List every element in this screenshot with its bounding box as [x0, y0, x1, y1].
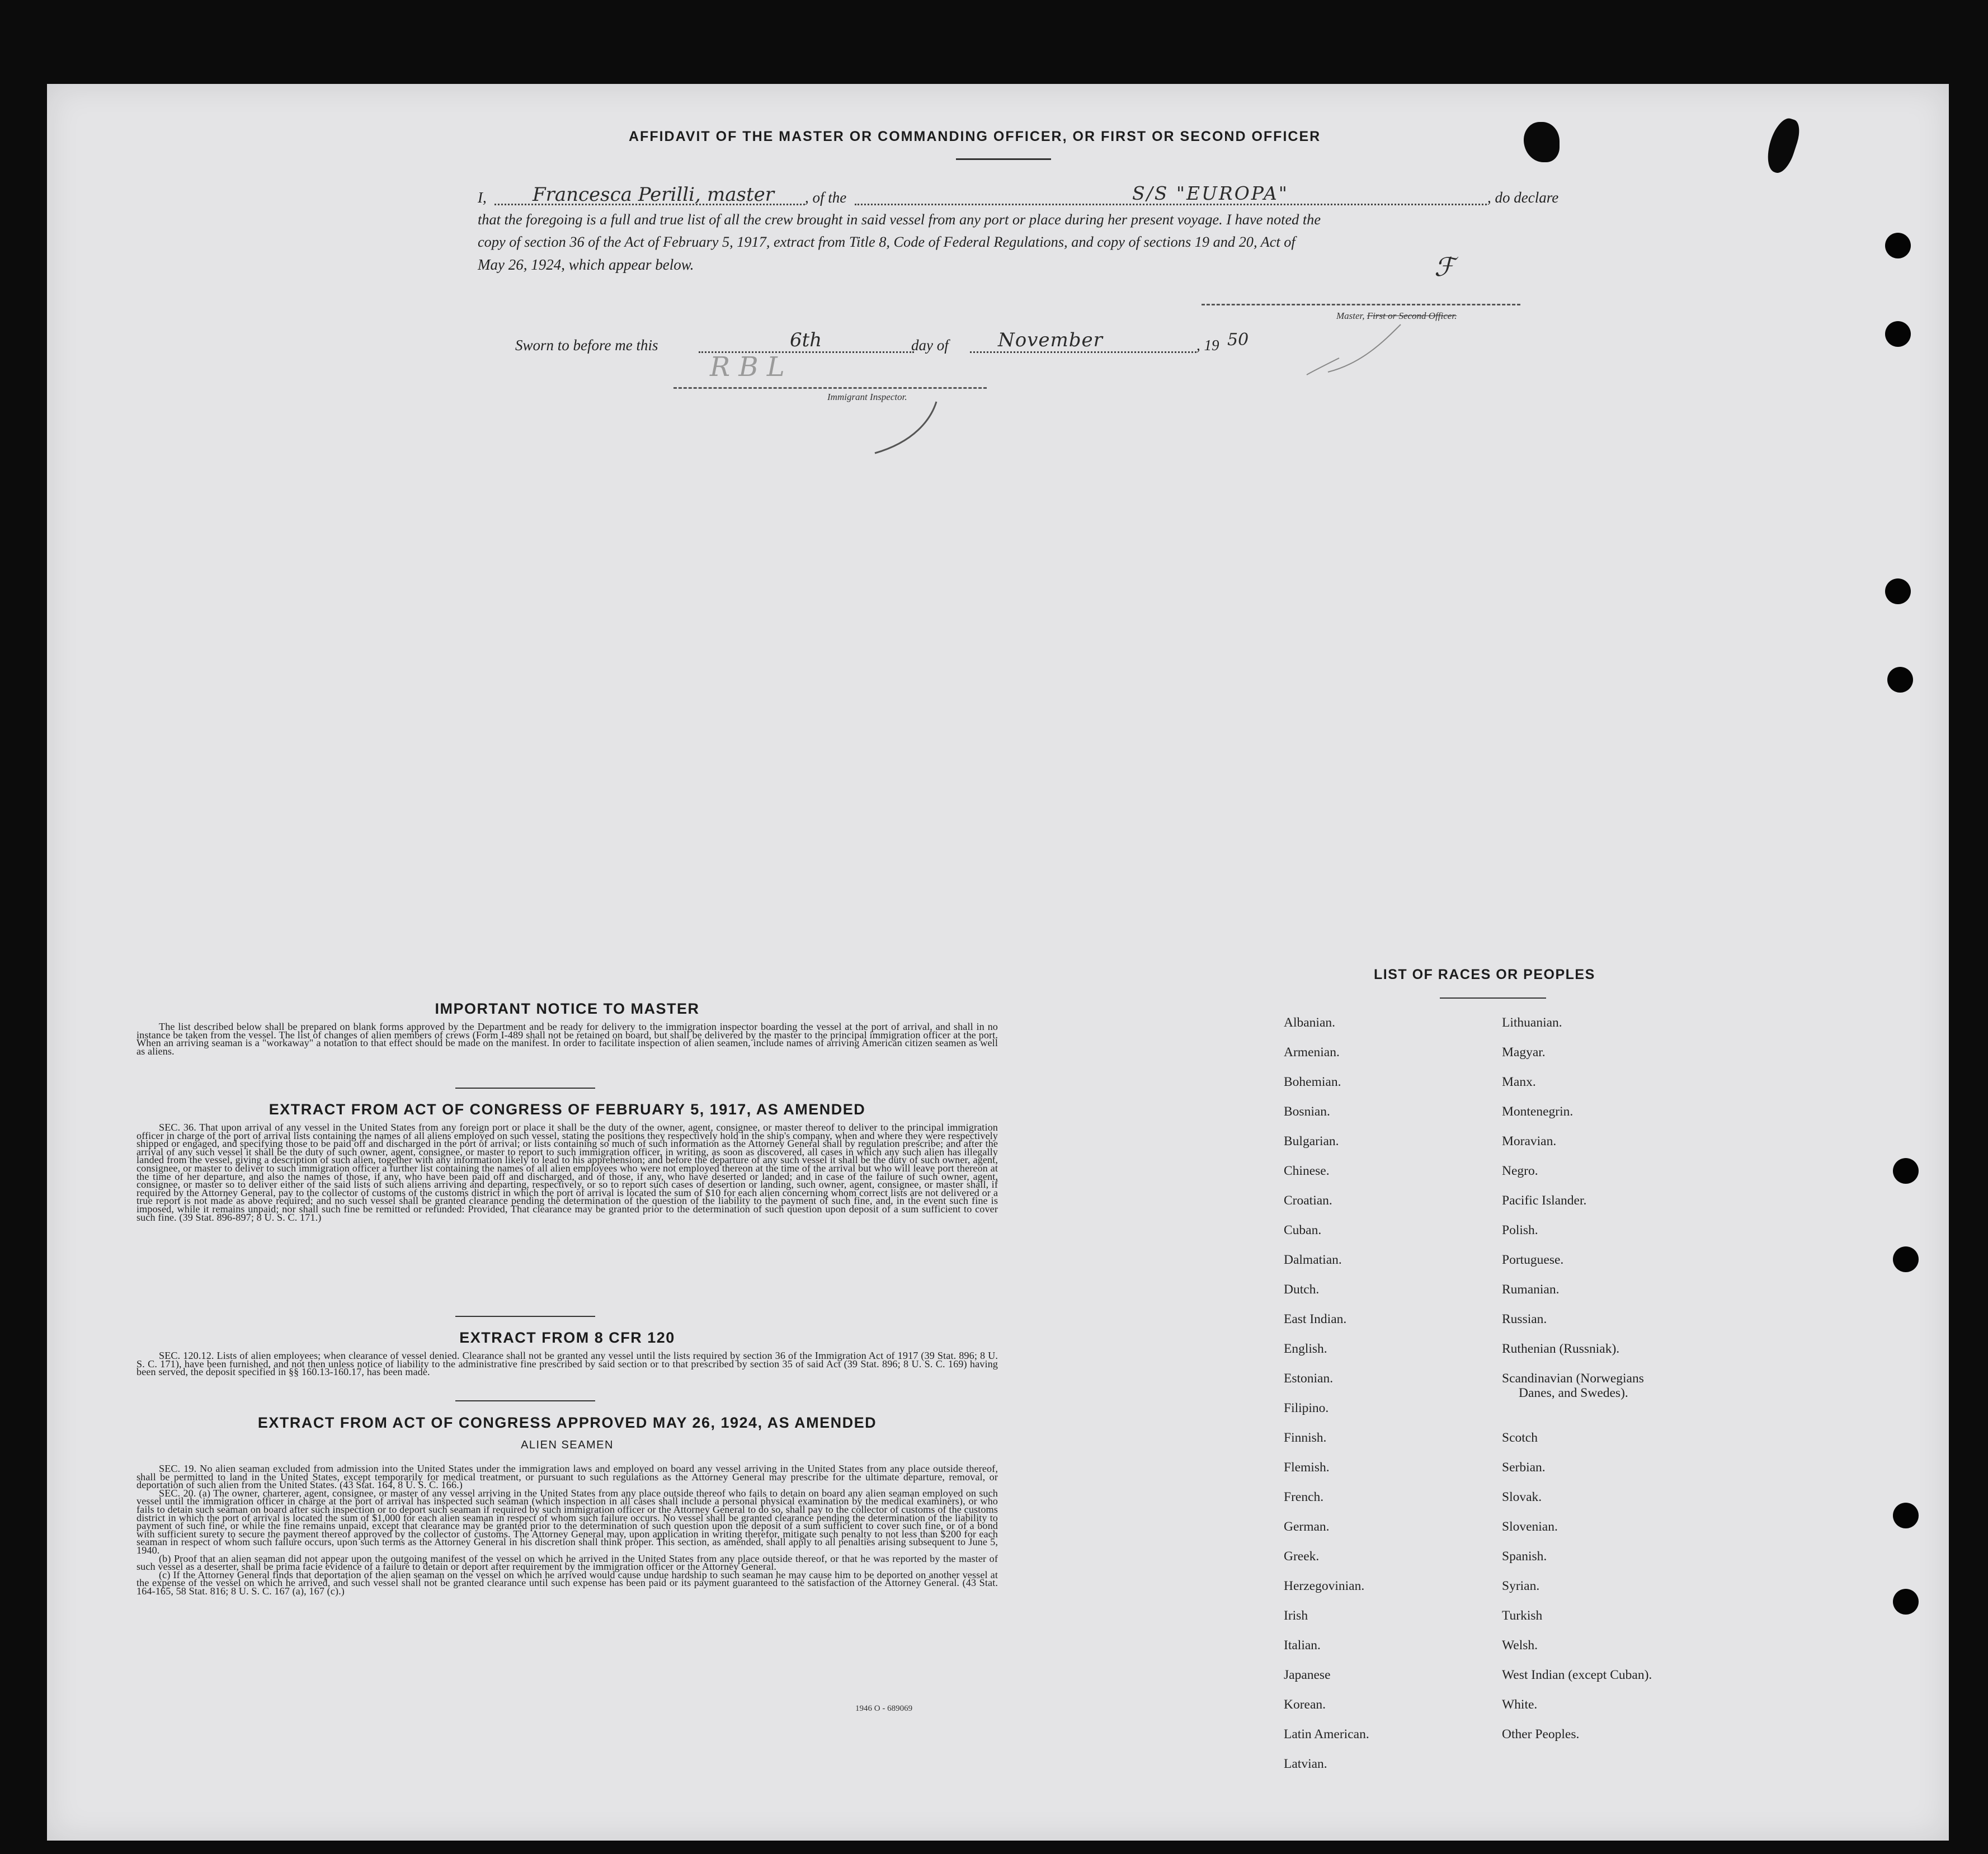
race-item: Montenegrin.	[1502, 1104, 1574, 1119]
signature-stroke	[869, 397, 981, 459]
race-item: East Indian.	[1284, 1312, 1347, 1326]
race-item: Korean.	[1284, 1697, 1326, 1712]
affidavit-line4: May 26, 1924, which appear below.	[478, 256, 694, 273]
race-item: Slovak.	[1502, 1490, 1542, 1504]
race-item: Negro.	[1502, 1164, 1538, 1178]
document-page	[47, 84, 1949, 1841]
extract-cfr-divider	[455, 1400, 595, 1401]
notice-title: IMPORTANT NOTICE TO MASTER	[435, 1000, 700, 1017]
races-title: LIST OF RACES OR PEOPLES	[1374, 967, 1595, 982]
race-item: Finnish.	[1284, 1431, 1327, 1445]
race-item: Latin American.	[1284, 1727, 1369, 1742]
binder-hole	[1893, 1246, 1919, 1272]
extract-cfr-title: EXTRACT FROM 8 CFR 120	[459, 1329, 675, 1346]
race-item: Portuguese.	[1502, 1253, 1564, 1267]
sworn-day-handwritten: 6th	[790, 329, 822, 351]
race-item: Rumanian.	[1502, 1282, 1560, 1297]
day-of-label: day of	[911, 337, 949, 354]
race-item: German.	[1284, 1519, 1330, 1534]
race-item: English.	[1284, 1342, 1327, 1356]
race-item: Magyar.	[1502, 1045, 1546, 1060]
race-item: Serbian.	[1502, 1460, 1546, 1475]
binder-hole	[1893, 1589, 1919, 1615]
vessel-name-handwritten: S/S "EUROPA"	[1132, 182, 1289, 204]
race-item: Slovenian.	[1502, 1519, 1558, 1534]
race-item: Pacific Islander.	[1502, 1193, 1587, 1208]
ink-blot-left	[1524, 122, 1560, 162]
binder-hole	[1885, 233, 1911, 258]
binder-hole	[1885, 321, 1911, 347]
year-prefix: , 19	[1196, 337, 1219, 354]
race-item: Italian.	[1284, 1638, 1321, 1653]
race-item: Moravian.	[1502, 1134, 1557, 1149]
master-signature-line	[1202, 304, 1520, 305]
race-item: Herzegovinian.	[1284, 1579, 1365, 1593]
affidavit-title: AFFIDAVIT OF THE MASTER OR COMMANDING OFFICER, OR FIRST OR SECOND OFFICER	[629, 129, 1321, 144]
races-right-column	[1502, 1015, 1652, 1757]
race-item: Greek.	[1284, 1549, 1320, 1564]
race-item: Bulgarian.	[1284, 1134, 1339, 1149]
race-item: Estonian.	[1284, 1371, 1334, 1386]
race-item: Syrian.	[1502, 1579, 1540, 1593]
extract-1917-divider	[455, 1316, 595, 1317]
race-item: Irish	[1284, 1608, 1308, 1623]
master-name-handwritten: Francesca Perilli,	[533, 183, 701, 206]
race-item: Other Peoples.	[1502, 1727, 1580, 1742]
race-item: Turkish	[1502, 1608, 1543, 1623]
notice-divider	[455, 1088, 595, 1089]
race-item: Dalmatian.	[1284, 1253, 1342, 1267]
extract-1924-title: EXTRACT FROM ACT OF CONGRESS APPROVED MAY 26, 1924, AS AMENDED	[257, 1414, 877, 1431]
of-the-label: , of the	[805, 189, 847, 206]
race-item: Scotch	[1502, 1431, 1538, 1445]
sworn-prefix: Sworn to before me this	[515, 337, 658, 354]
rank-handwritten: master	[707, 183, 774, 206]
extract-1917-title: EXTRACT FROM ACT OF CONGRESS OF FEBRUARY 5, 1917, AS AMENDED	[268, 1101, 866, 1118]
race-item: Cuban.	[1284, 1223, 1322, 1237]
race-item: Danes, and Swedes).	[1519, 1386, 1628, 1400]
race-item: Croatian.	[1284, 1193, 1332, 1208]
extract-1924-subtitle: ALIEN SEAMEN	[521, 1439, 614, 1451]
race-item: Bohemian.	[1284, 1075, 1341, 1089]
race-item: Bosnian.	[1284, 1104, 1330, 1119]
race-item: Latvian.	[1284, 1757, 1327, 1771]
inspector-signature: R B L	[710, 351, 785, 383]
race-item: Russian.	[1502, 1312, 1547, 1326]
binder-hole	[1893, 1503, 1919, 1528]
race-item: Welsh.	[1502, 1638, 1538, 1653]
race-item: Chinese.	[1284, 1164, 1330, 1178]
race-item: Spanish.	[1502, 1549, 1547, 1564]
races-left-column	[1284, 1015, 1369, 1786]
binder-hole	[1885, 578, 1911, 604]
race-item: Polish.	[1502, 1223, 1538, 1237]
signature-flourish	[1306, 319, 1406, 380]
race-item: Ruthenian (Russniak).	[1502, 1342, 1620, 1356]
races-title-underline	[1440, 997, 1546, 999]
affidavit-line2: that the foregoing is a full and true list of all the crew brought in said vessel from any port or place during her present voyage. I have noted the	[478, 211, 1321, 228]
do-declare-label: , do declare	[1487, 189, 1559, 206]
race-item: Lithuanian.	[1502, 1015, 1562, 1030]
race-item: French.	[1284, 1490, 1324, 1504]
inspector-signature-line	[673, 387, 987, 389]
binder-hole	[1887, 667, 1913, 693]
title-underline	[956, 158, 1051, 160]
struck-officer-text: First or Second Officer.	[1367, 310, 1457, 321]
print-code: 1946 O - 689069	[855, 1704, 913, 1713]
race-item: West Indian (except Cuban).	[1502, 1668, 1652, 1682]
extract-1924-body: SEC. 19. No alien seaman excluded from admission into the United States under the immigration laws and employed on board any vessel arriving in the United States from any place outside thereof, shall be permitted to land in the United States, except temporarily for medical treatment, or pursuant to such regulations as the Attorney General may prescribe for the ultimate departure, removal, or deportation of such alien from the United States. (43 Stat. 164, 8 U. S. C. 166.) SEC. 20. (a) The owner, charterer, agent, consignee, or master of any vessel arriving in the United States from any place outside thereof who fails to detain on board any alien seaman employed on such vessel until the immigration officer in charge at the port of arrival has inspected such seaman (which inspection in all cases shall include a personal physical examination by the medical examiners), or who fails to detain such seaman on board after such inspection or to deport such seaman if required by such immigration officer or the Attorney General to do so, shall pay to the collector of customs of the customs district in which the port of arrival is located the sum of $1,000 for each alien seaman in respect of whom such failure occurs. No vessel shall be granted clearance pending the determination of the liability to payment of such fine, or while the fine remains unpaid, except that clearance may be granted prior to the determination of such question upon the deposit of a sum sufficient to cover such fine, or of a bond with sufficient surety to secure the payment thereof approved by the collector of customs. The Attorney General may, upon application in writing therefor, mitigate such penalty to not less than $200 for each seaman in respect of whom such failure occurs, upon such terms as the Attorney General in his discretion shall think proper. This section, as amended, shall apply to all penalties arising subsequent to June 5, 1940. (b) Proof that an alien seaman did not appear upon the outgoing manifest of the vessel on which he arrived in the United States from any place outside thereof, or that he was reported by the master of such vessel as a deserter, shall be prima facie evidence of a failure to detain or deport after requirement by the immigration officer or the Attorney General. (c) If the Attorney General finds that deportation of the alien seaman on the vessel on which he arrived would cause undue hardship to such seaman he may cause him to be deported on another vessel at the expense of the vessel on which he arrived, and such vessel shall not be granted clearance until such expense has been paid or its payment guaranteed to the satisfaction of the Attorney General. (43 Stat. 164-165, 58 Stat. 816; 8 U. S. C. 167 (a), 167 (c).)	[136, 1463, 998, 1597]
race-item: Albanian.	[1284, 1015, 1336, 1030]
line1-prefix: I,	[478, 189, 487, 206]
extract-1917-body: SEC. 36. That upon arrival of any vessel in the United States from any foreign port or place it shall be the duty of the owner, agent, consignee, or master thereof to deliver to the principal immigration officer in charge of the port of arrival lists containing the names of all aliens employed on such vessel, stating the positions they respectively hold in the ship's company, when and where they were respectively shipped or engaged, and specifying those to be paid off and discharged in the port of arrival; or lists containing so much of such information as the Attorney General shall by regulation prescribe; and after the arrival of any such vessel it shall be the duty of such owner, agent, consignee, or master to report to such immigration officer, in writing, as soon as discovered, all cases in which any such alien has illegally landed from the vessel, giving a description of such alien, together with any information likely to lead to his apprehension; and before the departure of any such vessel it shall be the duty of such owner, agent, consignee, or master to deliver to such immigration officer a further list containing the names of all alien employees who were not employed thereon at the time of the arrival but who will leave port thereon at the time of her departure, and also the names of those, if any, who have been paid off and discharged, and of those, if any, who have deserted or landed; and in case of the failure of such owner, agent, consignee, or master so to deliver either of the said lists of such aliens arriving and departing, respectively, or so to report such cases of desertion or landing, such owner, agent, consignee, or master shall, if required by the Attorney General, pay to the collector of customs of the customs district in which the port of arrival is located the sum of $10 for each alien concerning whom correct lists are not delivered or a true report is not made as above required; and no such vessel shall be granted clearance pending the determination of the question of the liability to the payment of such fine, and, in the event such fine is imposed, while it remains unpaid; nor shall such fine be remitted or refunded: Provided, That clearance may be granted prior to the determination of such question upon deposit of a sum sufficient to cover such fine. (39 Stat. 896-897; 8 U. S. C. 171.)	[136, 1122, 998, 1223]
race-item: Flemish.	[1284, 1460, 1330, 1475]
race-item: White.	[1502, 1697, 1538, 1712]
binder-hole	[1893, 1158, 1919, 1184]
extract-cfr-body: SEC. 120.12. Lists of alien employees; when clearance of vessel denied. Clearance shall not be granted any vessel until the lists required by section 36 of the Immigration Act of 1917 (39 Stat. 896; 8 U. S. C. 171), have been furnished, and not then unless notice of liability to the administrative fine prescribed by said section or to that prescribed by section 35 of said Act (39 Stat. 896; 8 U. S. C. 169) having been served, the deposit specified in §§ 160.13-160.17, has been made.	[136, 1350, 998, 1378]
race-item: Armenian.	[1284, 1045, 1340, 1060]
affidavit-line3: copy of section 36 of the Act of February 5, 1917, extract from Title 8, Code of Federal Regulations, and copy of sections 19 and 20, Act of	[478, 234, 1296, 250]
race-item: Japanese	[1284, 1668, 1331, 1682]
notice-body: The list described below shall be prepared on blank forms approved by the Department and be ready for delivery to the immigration inspector boarding the vessel at the port of arrival, and shall in no instance be taken from the vessel. The list of changes of alien members of crews (Form I-489 shall not be retained on board, but shall be delivered by the master to the principal immigration officer at the port. When an arriving seaman is a "workaway" a notation to that effect should be made on the manifest. In order to facilitate inspection of alien seamen, include names of arriving American citizen seamen as well as aliens.	[136, 1021, 998, 1057]
master-caption: Master, First or Second Officer.	[1336, 310, 1457, 321]
race-item: Scandinavian (Norwegians	[1502, 1371, 1644, 1386]
inspector-caption: Immigrant Inspector.	[827, 392, 907, 402]
race-item: Manx.	[1502, 1075, 1536, 1089]
ink-blot-right	[1762, 115, 1804, 176]
race-item: Dutch.	[1284, 1282, 1320, 1297]
year-handwritten: 50	[1227, 330, 1249, 350]
sworn-month-line	[970, 351, 1196, 353]
race-item: Filipino.	[1284, 1401, 1329, 1415]
master-signature: ℱ	[1434, 252, 1455, 282]
sworn-month-handwritten: November	[998, 329, 1103, 351]
